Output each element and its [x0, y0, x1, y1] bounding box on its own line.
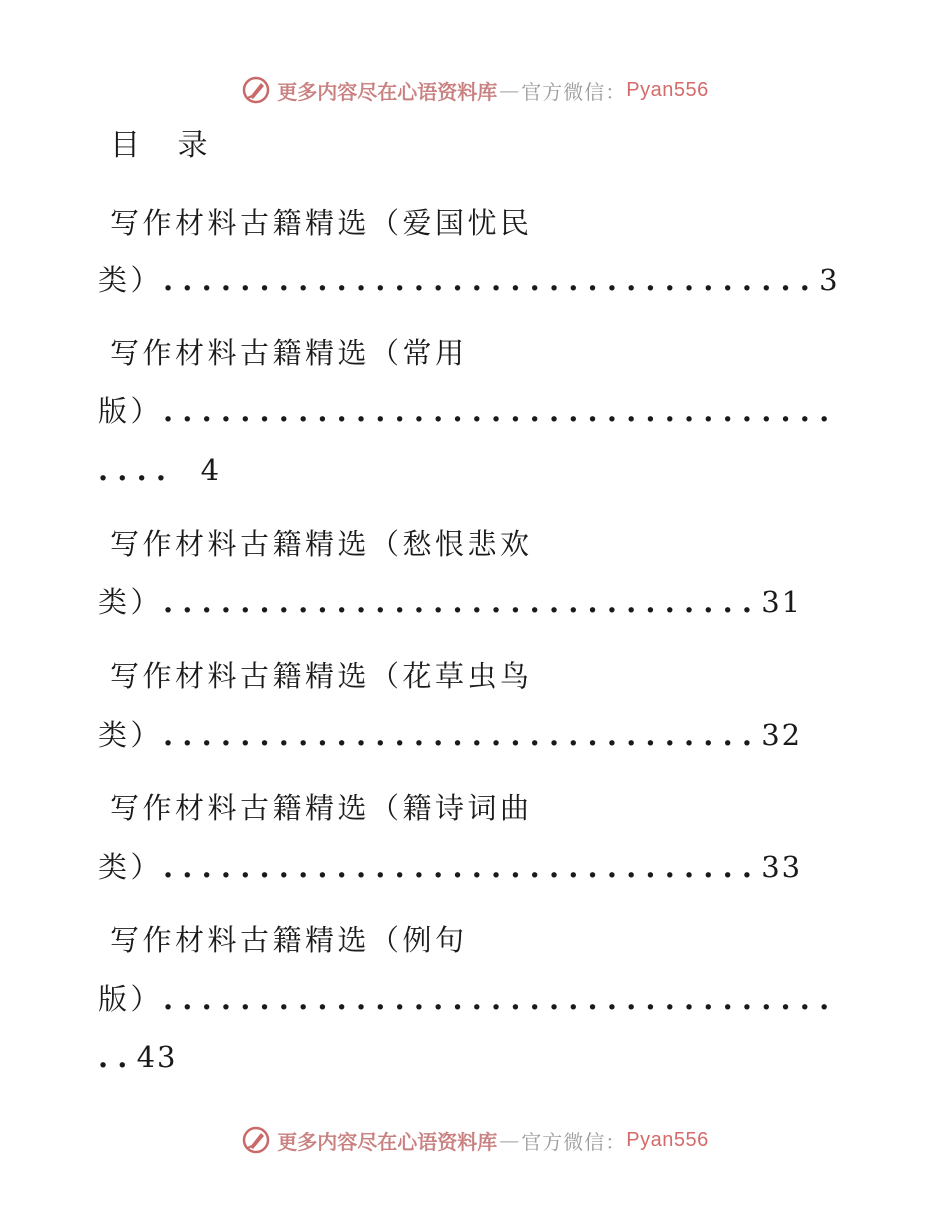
toc-entry-page: 3	[819, 263, 840, 297]
pen-logo-icon	[241, 75, 271, 105]
pen-logo-icon	[241, 1125, 271, 1155]
toc-entry-dots: ...............................	[163, 718, 762, 752]
toc-entry-page: 33	[761, 850, 803, 884]
toc-entry-page: 4	[200, 453, 222, 487]
toc-entry-title[interactable]: 写作材料古籍精选（愁恨悲欢	[110, 527, 533, 561]
toc-entry-title[interactable]: 写作材料古籍精选（例句	[110, 923, 468, 957]
watermark-label: 官方微信：	[521, 79, 627, 104]
toc-entry-leader[interactable]	[98, 260, 858, 300]
toc-entry-title[interactable]: 写作材料古籍精选（籍诗词曲	[110, 791, 533, 825]
toc-entry-dots: ...................................	[163, 982, 839, 1016]
toc-entry-dots: ...............................	[163, 850, 762, 884]
toc-entry-cont: 类）	[98, 850, 164, 884]
toc-entry-dots: ...................................	[163, 394, 839, 428]
toc-entry-page: 43	[136, 1040, 178, 1074]
toc-entry-cont: 类）	[98, 585, 164, 619]
footer-watermark	[0, 1120, 950, 1160]
toc-entry-leader[interactable]	[98, 582, 858, 622]
toc-entry-leader[interactable]	[98, 979, 858, 1019]
toc-entry-title[interactable]: 写作材料古籍精选（花草虫鸟	[110, 659, 533, 693]
toc-entry-title[interactable]: 写作材料古籍精选（常用	[110, 336, 468, 370]
toc-entry-leader[interactable]	[98, 391, 858, 431]
toc-entry-cont: 版）	[98, 982, 164, 1016]
toc-entry-page: 31	[761, 585, 803, 619]
watermark-separator: —	[499, 1128, 520, 1152]
watermark-id: Pyan556	[626, 78, 709, 101]
toc-heading: 目 录	[110, 128, 222, 163]
toc-entry-cont: 类）	[98, 263, 164, 297]
header-watermark	[0, 70, 950, 110]
toc-entry-title[interactable]: 写作材料古籍精选（爱国忧民	[110, 206, 533, 240]
toc-entry-cont: 类）	[98, 718, 164, 752]
watermark-id: Pyan556	[626, 1128, 709, 1151]
watermark-site-text: 更多内容尽在心语资料库	[277, 1129, 498, 1154]
toc-entry-leader-wrap[interactable]	[98, 450, 858, 490]
watermark-label: 官方微信：	[521, 1129, 627, 1154]
watermark-site-text: 更多内容尽在心语资料库	[277, 79, 498, 104]
toc-entry-leader[interactable]	[98, 847, 858, 887]
toc-entry-dots: ...............................	[163, 585, 762, 619]
toc-entry-extra-dots: ....	[98, 453, 176, 487]
toc-entry-extra-dots: ..	[98, 1040, 137, 1074]
toc-entry-page: 32	[761, 718, 803, 752]
toc-entry-dots: ..................................	[163, 263, 820, 297]
watermark-separator: —	[499, 78, 520, 102]
toc-entry-cont: 版）	[98, 394, 164, 428]
toc-entry-leader-wrap[interactable]	[98, 1037, 858, 1077]
toc-entry-leader[interactable]	[98, 715, 858, 755]
